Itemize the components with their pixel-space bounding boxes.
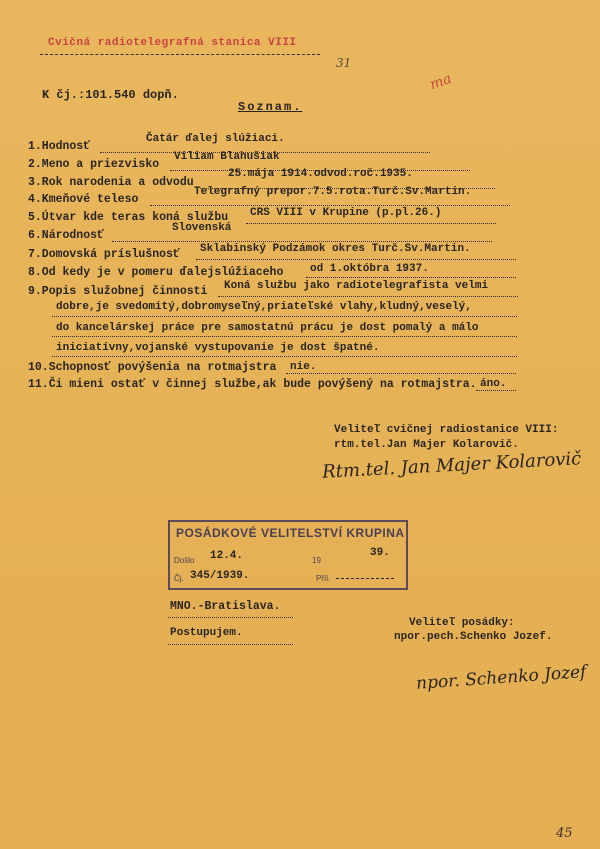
stamp-year-prefix: 19 [312, 556, 321, 565]
garrison-commander-title: Veliteľ posádky: [409, 617, 515, 629]
row-value: Slovenská [172, 222, 232, 234]
row-value: do kancelárskej práce pre samostatnú prácu je dost pomalý a málo [56, 322, 479, 334]
row-value: Sklabinský Podzámok okres Turč.Sv.Martin. [200, 243, 471, 255]
row-label: 11.Či mieni ostať v činnej službe,ak bude povýšený na rotmajstra. [28, 378, 477, 391]
divider [40, 54, 320, 55]
stamp-received-date: 12.4. [210, 550, 244, 562]
reference-number: K čj.:101.540 dopň. [42, 88, 179, 102]
stamp-received-label: Došlo [174, 556, 195, 565]
dotted-line [218, 296, 518, 297]
row-value: iniciatívny,vojanské vystupovanie je dost špatné. [56, 342, 380, 354]
row-value: áno. [480, 378, 507, 390]
dotted-line [52, 316, 517, 317]
row-label: 8.Od kedy je v pomeru ďalejslúžiaceho [28, 266, 284, 279]
stamp-attachments-label: Příl. [316, 574, 331, 583]
stamp-dash [336, 578, 394, 579]
garrison-commander-name: npor.pech.Schenko Jozef. [394, 631, 553, 643]
dotted-line [52, 356, 517, 357]
pencil-number: 31 [336, 56, 352, 70]
commander-name: rtm.tel.Jan Majer Kolarovič. [334, 439, 519, 451]
row-value: CRS VIII v Krupine (p.pl.26.) [250, 207, 442, 219]
forwarding-note: Postupujem. [170, 627, 243, 639]
dotted-line [476, 390, 516, 391]
dotted-line [112, 241, 492, 242]
row-value: Koná službu jako radiotelegrafista velmi [224, 280, 489, 292]
row-value: Viliam Blahušiak [174, 151, 280, 163]
received-stamp [168, 520, 408, 590]
addressee: MNO.-Bratislava. [170, 600, 281, 613]
stamp-number-label: Čj. [174, 574, 184, 583]
row-value: 25.mája 1914.odvod.roč.1935. [228, 168, 413, 180]
dotted-line [168, 644, 293, 645]
row-label: 10.Schopnosť povýšenia na rotmajstra [28, 361, 277, 374]
row-label: 3.Rok narodenia a odvodu [28, 176, 194, 189]
stamp-year: 39. [370, 547, 390, 559]
page-number: 45 [556, 826, 573, 841]
row-label: 6.Národnosť [28, 229, 104, 242]
row-label: 1.Hodnosť [28, 140, 91, 153]
stamp-number: 345/1939. [190, 570, 250, 582]
row-value: Telegrafný prepor.7.5.rota.Turč.Sv.Martin. [194, 186, 472, 198]
row-value: od 1.októbra 1937. [310, 263, 429, 275]
red-handwritten-mark: ma [427, 70, 454, 94]
dotted-line [150, 205, 510, 206]
row-label: 5.Útvar kde teras koná službu [28, 211, 229, 224]
dotted-line [168, 617, 293, 618]
dotted-line [246, 223, 496, 224]
stamp-title: POSÁDKOVÉ VELITELSTVÍ KRUPINA [176, 526, 405, 540]
document-title: Soznam. [238, 100, 303, 114]
dotted-line [196, 259, 516, 260]
garrison-commander-signature: npor. Schenko Jozef [415, 662, 588, 694]
row-label: 9.Popis služobnej činnosti [28, 285, 208, 298]
row-value: nie. [290, 361, 317, 373]
commander-title: Veliteľ cvičnej radiostanice VIII: [334, 424, 559, 436]
row-value: Čatár ďalej slúžiaci. [146, 133, 285, 145]
dotted-line [306, 277, 516, 278]
dotted-line [286, 373, 516, 374]
row-label: 4.Kmeňové teleso [28, 193, 139, 206]
row-label: 7.Domovská príslušnosť [28, 248, 180, 261]
unit-stamp: Cvičná radiotelegrafná stanica VIII [48, 37, 297, 49]
row-label: 2.Meno a priezvisko [28, 158, 160, 171]
commander-signature: Rtm.tel. Jan Majer Kolarovič [321, 448, 582, 483]
dotted-line [52, 336, 517, 337]
row-value: dobre,je svedomitý,dobromyseľný,priateľské vlahy,kludný,veselý, [56, 301, 472, 313]
